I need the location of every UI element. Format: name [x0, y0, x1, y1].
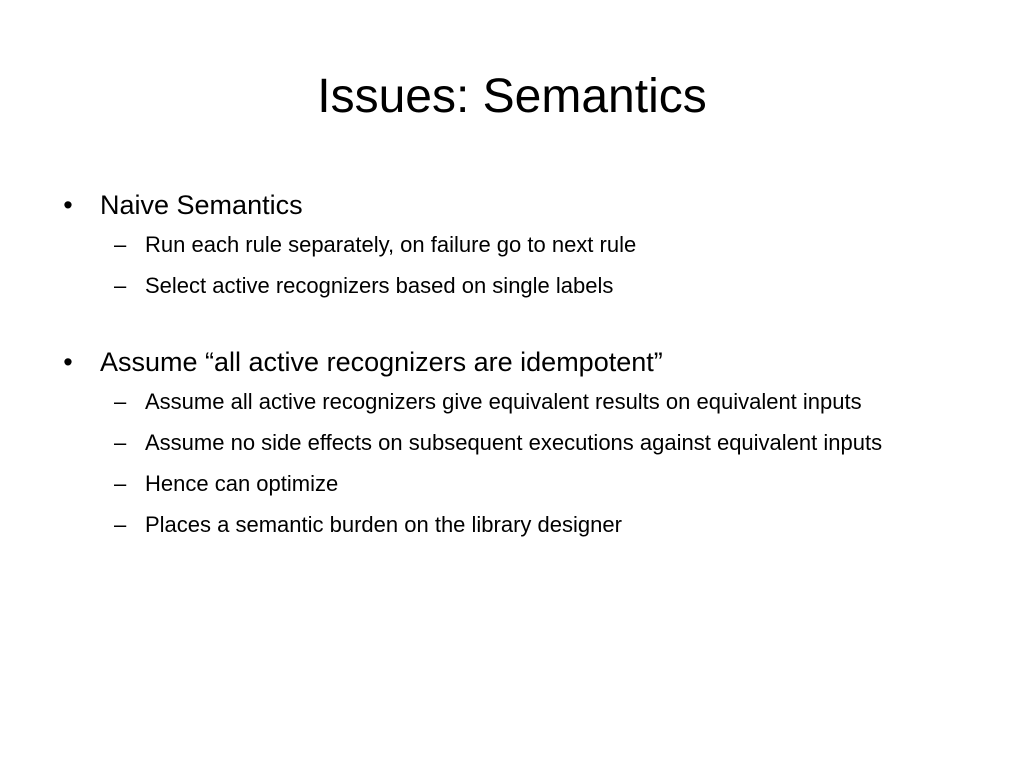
- bullet-text: Naive Semantics: [100, 190, 303, 220]
- dash-icon: –: [114, 389, 127, 414]
- sub-item-text: Hence can optimize: [145, 471, 339, 496]
- dash-icon: –: [114, 430, 127, 455]
- slide-title: Issues: Semantics: [317, 70, 707, 123]
- slide-content: [58, 186, 958, 549]
- bullet-icon: •: [63, 347, 73, 377]
- bullet-item: [58, 186, 958, 224]
- sub-item-text: Assume all active recognizers give equivalent results on equivalent inputs: [145, 389, 862, 414]
- sub-item: [58, 385, 958, 419]
- dash-icon: –: [114, 273, 127, 298]
- bullet-group-idempotent: [58, 343, 958, 542]
- sub-item-text: Places a semantic burden on the library designer: [145, 512, 622, 537]
- bullet-icon: •: [63, 190, 73, 220]
- sub-item: [58, 508, 958, 542]
- sub-item: [58, 269, 958, 303]
- sub-list: [58, 385, 958, 542]
- dash-icon: –: [114, 471, 127, 496]
- sub-item: [58, 228, 958, 262]
- bullet-item: [58, 343, 958, 381]
- sub-item-text: Run each rule separately, on failure go to next rule: [145, 232, 637, 257]
- sub-item: [58, 426, 958, 460]
- dash-icon: –: [114, 232, 127, 257]
- sub-item-text: Assume no side effects on subsequent executions against equivalent inputs: [145, 430, 883, 455]
- dash-icon: –: [114, 512, 127, 537]
- sub-item: [58, 467, 958, 501]
- bullet-text: Assume “all active recognizers are idempotent”: [100, 347, 663, 377]
- bullet-group-naive-semantics: [58, 186, 958, 303]
- sub-item-text: Select active recognizers based on single labels: [145, 273, 614, 298]
- sub-list: [58, 228, 958, 303]
